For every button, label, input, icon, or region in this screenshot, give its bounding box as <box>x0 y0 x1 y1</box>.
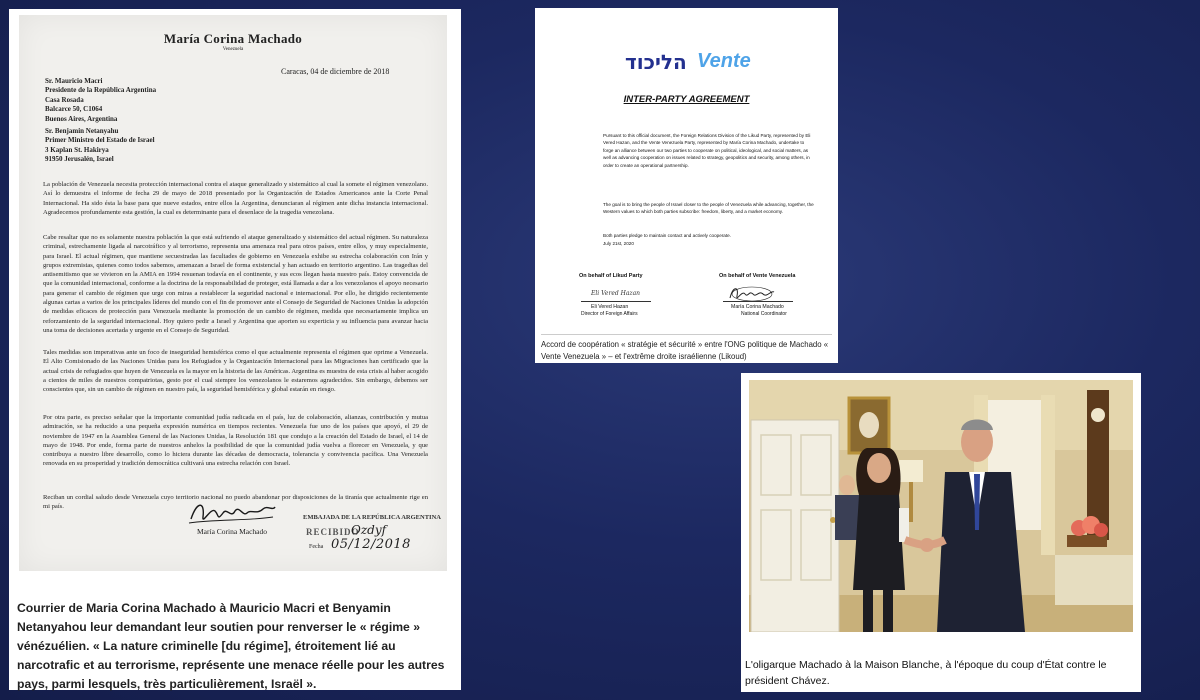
behalf-likud-label: On behalf of Likud Party <box>579 273 643 279</box>
likud-signature: Eli Vered Hazan <box>591 290 641 297</box>
signer1-name: Eli Vered Hazan <box>591 304 629 310</box>
letter-recipient-netanyahu: Sr. Benjamin Netanyahu Primer Ministro del Estado de Israel 3 Kaplan St. Hakirya 91950 Jerusalén, Israel <box>45 127 155 164</box>
signer2-name: María Corina Machado <box>731 304 784 310</box>
agreement-paragraph: Pursuant to this official document, the Foreign Relations Division of the Likud Party, represented by Eli Vered Hazan, and the Vente Venezuela Party, represented by María Corina Machado, undertake to forge an alliance between our two parties to cooperate on political, ideological, and social matters, as well as advancing cooperation on issues related to strategy, geopolitics and security, among others, in order to create an operational partnership. <box>603 133 811 168</box>
signature-line <box>723 301 793 302</box>
embassy-stamp-title: EMBAJADA DE LA REPÚBLICA ARGENTINA <box>303 514 441 521</box>
letter-signature-name: María Corina Machado <box>197 527 267 536</box>
handwritten-signature <box>187 497 277 527</box>
likud-logo: הליכוד <box>625 50 687 74</box>
behalf-vente-label: On behalf of Vente Venezuela <box>719 273 796 279</box>
embassy-stamp-fecha-value: 05/12/2018 <box>331 537 411 552</box>
letter-recipient-macri: Sr. Mauricio Macri Presidente de la República Argentina Casa Rosada Balcarce 50, C1064 Buenos Aires, Argentina <box>45 77 157 123</box>
signer1-role: Director of Foreign Affairs <box>581 311 638 317</box>
letter-paragraph: Cabe resaltar que no es solamente nuestra población la que está sufriendo el ataque generalizado y sistemático del actual régimen. Su naturaleza criminal, estrechamente ligada al narcotráfico y al terrorismo, representa una amenaza real para otros países, entre ellos, y muy especialmente, para Israel. El actual régimen, que mantiene secuestradas las facultades de gobierno en Venezuela exhibe su estrecha colaboración con Irán y grupos extremistas, quienes como todos sabemos, amenazan a Israel de forma existencial y han actuado en territorio argentino. Las tragedias del antisemitismo que se vivieron en la AMIA en 1994 resuenan todavía en el continente, y sus ecos llegan hasta nuestro país. Estoy convencida de que la comunidad internacional, conforme a la doctrina de la responsabilidad de proteger, está llamada a dar a los venezolanos el apoyo necesario para generar el cambio de régimen que urge con miras a restablecer la seguridad nacional e internacional. Por ello, he dirigido recientemente algunas cartas a varios de los principales líderes del mundo con el fin de promover ante el Consejo de Seguridad de Naciones Unidas la adopción de medidas eficaces de protección para Venezuela mediante la promoción de un cambio de régimen, medida que necesariamente implica un reforzamiento de la seguridad internacional. Hoy quiero pedir a Israel y Argentina que aporten su experticia y su influencia para avanzar hacia una toma de decisiones acertada y urgente en el Consejo de Seguridad. <box>43 234 428 334</box>
photo-card <box>741 373 1141 692</box>
photo-caption: L'oligarque Machado à la Maison Blanche, à l'époque du coup d'État contre le président Chávez. <box>745 659 1107 687</box>
agreement-card <box>535 8 838 363</box>
signature-line <box>581 301 651 302</box>
letter-card <box>9 9 461 690</box>
agreement-title: INTER-PARTY AGREEMENT <box>623 94 750 105</box>
letter-sender-name: María Corina Machado <box>163 31 303 46</box>
agreement-paragraph: Both parties pledge to maintain contact and actively cooperate. <box>603 233 731 238</box>
agreement-date: July 21st, 2020 <box>603 241 634 246</box>
signer2-role: National Coordinator <box>741 311 787 317</box>
letter-paragraph: Por otra parte, es preciso señalar que la importante comunidad judía radicada en el país, luz de colaboración, alianzas, contribución y mutua admiración, se ha reducido a una pequeña expresión numérica en tiempos recientes. Venezuela fue uno de los países que apoyó, el 29 de noviembre de 1947 en la Asamblea General de las Naciones Unidas, la Resolución 181 que condujo a la creación del Estado de Israel, el 14 de mayo de 1948. Por ende, forma parte de nuestros anhelos la posibilidad de que la comunidad judía vuelva a florecer en Venezuela, y que contribuya a nuestro libre desarrollo, como lo hiciera durante las décadas de democracia, tolerancia y convivencia pacífica. Una Venezuela renovada en su prosperidad y tradición democrática cultivará una estrecha relación con Israel. <box>43 414 428 468</box>
letter-document-image <box>19 15 447 571</box>
letter-caption: Courrier de Maria Corina Machado à Mauricio Macri et Benyamin Netanyahou leur demandant leur soutien pour renverser le « régime » vénézuélien. « La nature criminelle [du régime], étroitement lié au narcotrafic et au terrorisme, représente une menace réelle pour les autres pays, parmi lesquels, très particulièrement, Israël ». <box>17 601 445 691</box>
embassy-stamp-received: RECIBIDO <box>306 527 360 537</box>
embassy-stamp-handwriting: Ozdyf <box>351 523 387 537</box>
letter-paragraph: Reciban un cordial saludo desde Venezuela cuyo territorio nacional no puedo abandonar por disposiciones de la tiranía que actualmente rige en mi país. <box>43 494 428 511</box>
agreement-document-image <box>541 14 832 335</box>
letter-date: Caracas, 04 de diciembre de 2018 <box>281 67 390 76</box>
letter-paragraph: La población de Venezuela necesita protección internacional contra el ataque generalizado y sistemático al cual la somete el régimen venezolano. Así lo demuestra el informe de fecha 29 de mayo de 2018 presentado por la Organización de Estados Americanos ante la Corte Penal Internacional. Ha sido ésta la base para que nueve estados, entre ellos la Argentina, denunciaran al régimen ante dicha instancia internacional. Agradecemos profundamente esta gestión, la cual es determinante para el desenlace de la tragedia venezolana. <box>43 181 428 216</box>
white-house-photo <box>749 380 1133 632</box>
letter-sender-subtitle: Venezuela <box>222 47 244 52</box>
vente-logo: Vente <box>697 50 751 72</box>
agreement-paragraph: The goal is to bring the people of Israel closer to the people of Venezuela while advancing, together, the Western values to which both parties subscribe: freedom, liberty, and a market economy. <box>603 202 814 215</box>
letter-paragraph: Tales medidas son imperativas ante un foco de inseguridad hemisférica como el que actualmente representa el régimen que oprime a Venezuela. El Alto Comisionado de las Naciones Unidas para los Refugiados y la Organización Internacional para las Migraciones han certificado que la actual crisis de refugiados que huyen de Venezuela es la mayor en la historia de las Américas. Argentina es muestra de esta crisis al haber acogido a cientos de miles de nuestros compatriotas, gesto por el cual siempre los venezolanos le estaremos agradecidos. Sin embargo, debemos ser conscientes que, sin un cambio de régimen en nuestro país, la seguridad hemisférica y global estarán en riesgo. <box>43 349 428 394</box>
embassy-stamp-fecha-label: Fecha <box>309 544 324 550</box>
agreement-caption: Accord de coopération « stratégie et sécurité » entre l'ONG politique de Machado « Vente Venezuela » – et l'extrême droite israélienne (Likoud) <box>541 340 829 361</box>
